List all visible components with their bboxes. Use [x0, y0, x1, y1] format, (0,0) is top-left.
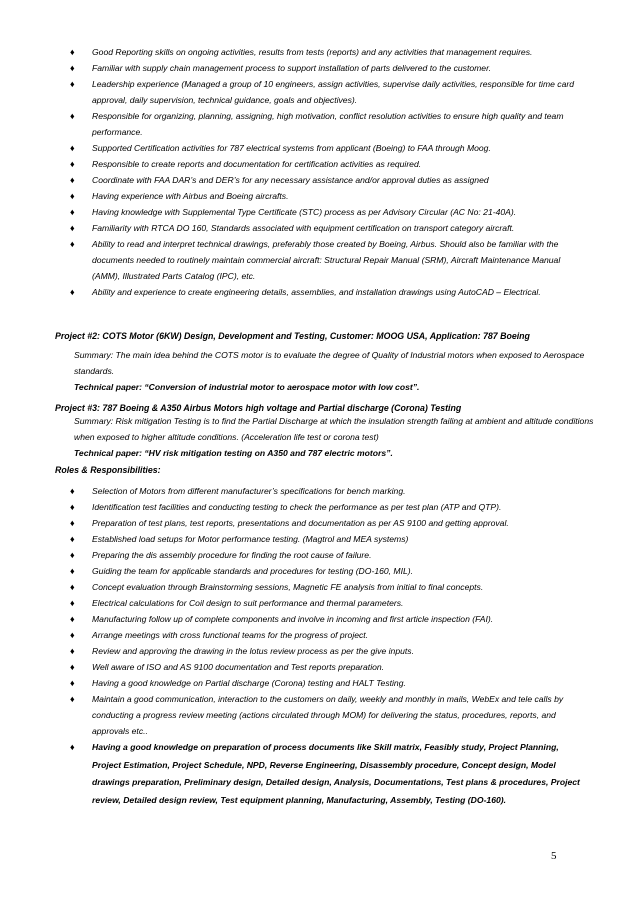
responsibilities-list-top: [0, 44, 638, 300]
project3-summary-block: [74, 413, 594, 461]
diamond-bullet-icon: ♦: [70, 47, 75, 57]
diamond-bullet-icon: ♦: [70, 143, 75, 153]
list-item: ♦ Established load setups for Motor performance testing. (Magtrol and MEA systems): [0, 531, 638, 547]
diamond-bullet-icon: ♦: [70, 111, 75, 121]
list-item: ♦ Coordinate with FAA DAR’s and DER’s for any necessary assistance and/or approval duties as assigned: [0, 172, 638, 188]
diamond-bullet-icon: ♦: [70, 662, 75, 672]
list-item: ♦ Having a good knowledge on preparation of process documents like Skill matrix, Feasibly study, Project Planning, Project Estimation, Project Schedule, NPD, Reverse Engineering, Disassembly procedure, Concept design, Model drawings preparation, Preliminary design, Detailed design, Analysis, Documentations, Test plans & procedures, Project review, Detailed design review, Test equipment planning, Manufacturing, Assembly, Testing (DO-160).: [0, 739, 638, 809]
diamond-bullet-icon: ♦: [70, 582, 75, 592]
project2-heading: Project #2: COTS Motor (6KW) Design, Development and Testing, Customer: MOOG USA, Application: 787 Boeing: [55, 331, 530, 341]
roles-list: [0, 483, 638, 809]
list-item: ♦ Supported Certification activities for 787 electrical systems from applicant (Boeing) to FAA through Moog.: [0, 140, 638, 156]
diamond-bullet-icon: ♦: [70, 614, 75, 624]
diamond-bullet-icon: ♦: [70, 79, 75, 89]
diamond-bullet-icon: ♦: [70, 534, 75, 544]
list-item: ♦ Arrange meetings with cross functional teams for the progress of project.: [0, 627, 638, 643]
project3-technical-paper: Technical paper: “HV risk mitigation testing on A350 and 787 electric motors”.: [74, 448, 393, 458]
list-item: ♦ Having experience with Airbus and Boeing aircrafts.: [0, 188, 638, 204]
list-item: ♦ Concept evaluation through Brainstorming sessions, Magnetic FE analysis from initial to final concepts.: [0, 579, 638, 595]
project2-technical-paper: Technical paper: “Conversion of industrial motor to aerospace motor with low cost”.: [74, 382, 420, 392]
diamond-bullet-icon: ♦: [70, 518, 75, 528]
project2-summary-block: [74, 347, 594, 395]
list-item: ♦ Maintain a good communication, interaction to the customers on daily, weekly and monthly in mails, WebEx and tele calls by conducting a progress review meeting (actions circulated through MOM) for delivering the status, procedures, reports, and approvals etc..: [0, 691, 638, 739]
diamond-bullet-icon: ♦: [70, 550, 75, 560]
project3-summary: Summary: Risk mitigation Testing is to find the Partial Discharge at which the insulation strength failing at ambient and altitude conditions when exposed to higher altitude conditions. (Acceleration life test or corona test): [74, 416, 594, 442]
list-item: ♦ Leadership experience (Managed a group of 10 engineers, assign activities, supervise daily activities, responsible for time card approval, daily supervision, technical guidance, goals and objectives).: [0, 76, 638, 108]
project2-summary: Summary: The main idea behind the COTS motor is to evaluate the degree of Quality of Industrial motors when exposed to Aerospace standards.: [74, 350, 585, 376]
diamond-bullet-icon: ♦: [70, 486, 75, 496]
list-item: ♦ Review and approving the drawing in the lotus review process as per the give inputs.: [0, 643, 638, 659]
diamond-bullet-icon: ♦: [70, 598, 75, 608]
list-item: ♦ Electrical calculations for Coil design to suit performance and thermal parameters.: [0, 595, 638, 611]
list-item: ♦ Well aware of ISO and AS 9100 documentation and Test reports preparation.: [0, 659, 638, 675]
list-item: ♦ Good Reporting skills on ongoing activities, results from tests (reports) and any activities that management requires.: [0, 44, 638, 60]
list-item: ♦ Preparation of test plans, test reports, presentations and documentation as per AS 9100 and getting approval.: [0, 515, 638, 531]
diamond-bullet-icon: ♦: [70, 630, 75, 640]
roles-heading: Roles & Responsibilities:: [55, 465, 161, 475]
diamond-bullet-icon: ♦: [70, 502, 75, 512]
list-item: ♦ Familiarity with RTCA DO 160, Standards associated with equipment certification on transport category aircraft.: [0, 220, 638, 236]
diamond-bullet-icon: ♦: [70, 207, 75, 217]
list-item: ♦ Guiding the team for applicable standards and procedures for testing (DO-160, MIL).: [0, 563, 638, 579]
list-item: ♦ Selection of Motors from different manufacturer’s specifications for bench marking.: [0, 483, 638, 499]
list-item: ♦ Preparing the dis assembly procedure for finding the root cause of failure.: [0, 547, 638, 563]
list-item: ♦ Responsible for organizing, planning, assigning, high motivation, conflict resolution activities to ensure high quality and team performance.: [0, 108, 638, 140]
list-item: ♦ Responsible to create reports and documentation for certification activities as required.: [0, 156, 638, 172]
list-item: ♦ Ability to read and interpret technical drawings, preferably those created by Boeing, Airbus. Should also be familiar with the documents needed to routinely maintain commercial aircraft: Structural Repair Manual (SRM), Aircraft Maintenance Manual (AMM), Illustrated Parts Catalog (IPC), etc.: [0, 236, 638, 284]
diamond-bullet-icon: ♦: [70, 742, 75, 752]
diamond-bullet-icon: ♦: [70, 678, 75, 688]
diamond-bullet-icon: ♦: [70, 287, 75, 297]
diamond-bullet-icon: ♦: [70, 239, 75, 249]
diamond-bullet-icon: ♦: [70, 566, 75, 576]
list-item: ♦ Ability and experience to create engineering details, assemblies, and installation drawings using AutoCAD – Electrical.: [0, 284, 638, 300]
project3-heading: Project #3: 787 Boeing & A350 Airbus Motors high voltage and Partial discharge (Corona) Testing: [55, 403, 462, 413]
diamond-bullet-icon: ♦: [70, 175, 75, 185]
diamond-bullet-icon: ♦: [70, 646, 75, 656]
list-item: ♦ Familiar with supply chain management process to support installation of parts delivered to the customer.: [0, 60, 638, 76]
diamond-bullet-icon: ♦: [70, 694, 75, 704]
diamond-bullet-icon: ♦: [70, 223, 75, 233]
list-item: ♦ Identification test facilities and conducting testing to check the performance as per test plan (ATP and QTP).: [0, 499, 638, 515]
list-item: ♦ Having knowledge with Supplemental Type Certificate (STC) process as per Advisory Circular (AC No: 21-40A).: [0, 204, 638, 220]
list-item: ♦ Having a good knowledge on Partial discharge (Corona) testing and HALT Testing.: [0, 675, 638, 691]
diamond-bullet-icon: ♦: [70, 63, 75, 73]
diamond-bullet-icon: ♦: [70, 191, 75, 201]
diamond-bullet-icon: ♦: [70, 159, 75, 169]
page-number: 5: [551, 850, 557, 862]
list-item: ♦ Manufacturing follow up of complete components and involve in incoming and first article inspection (FAI).: [0, 611, 638, 627]
